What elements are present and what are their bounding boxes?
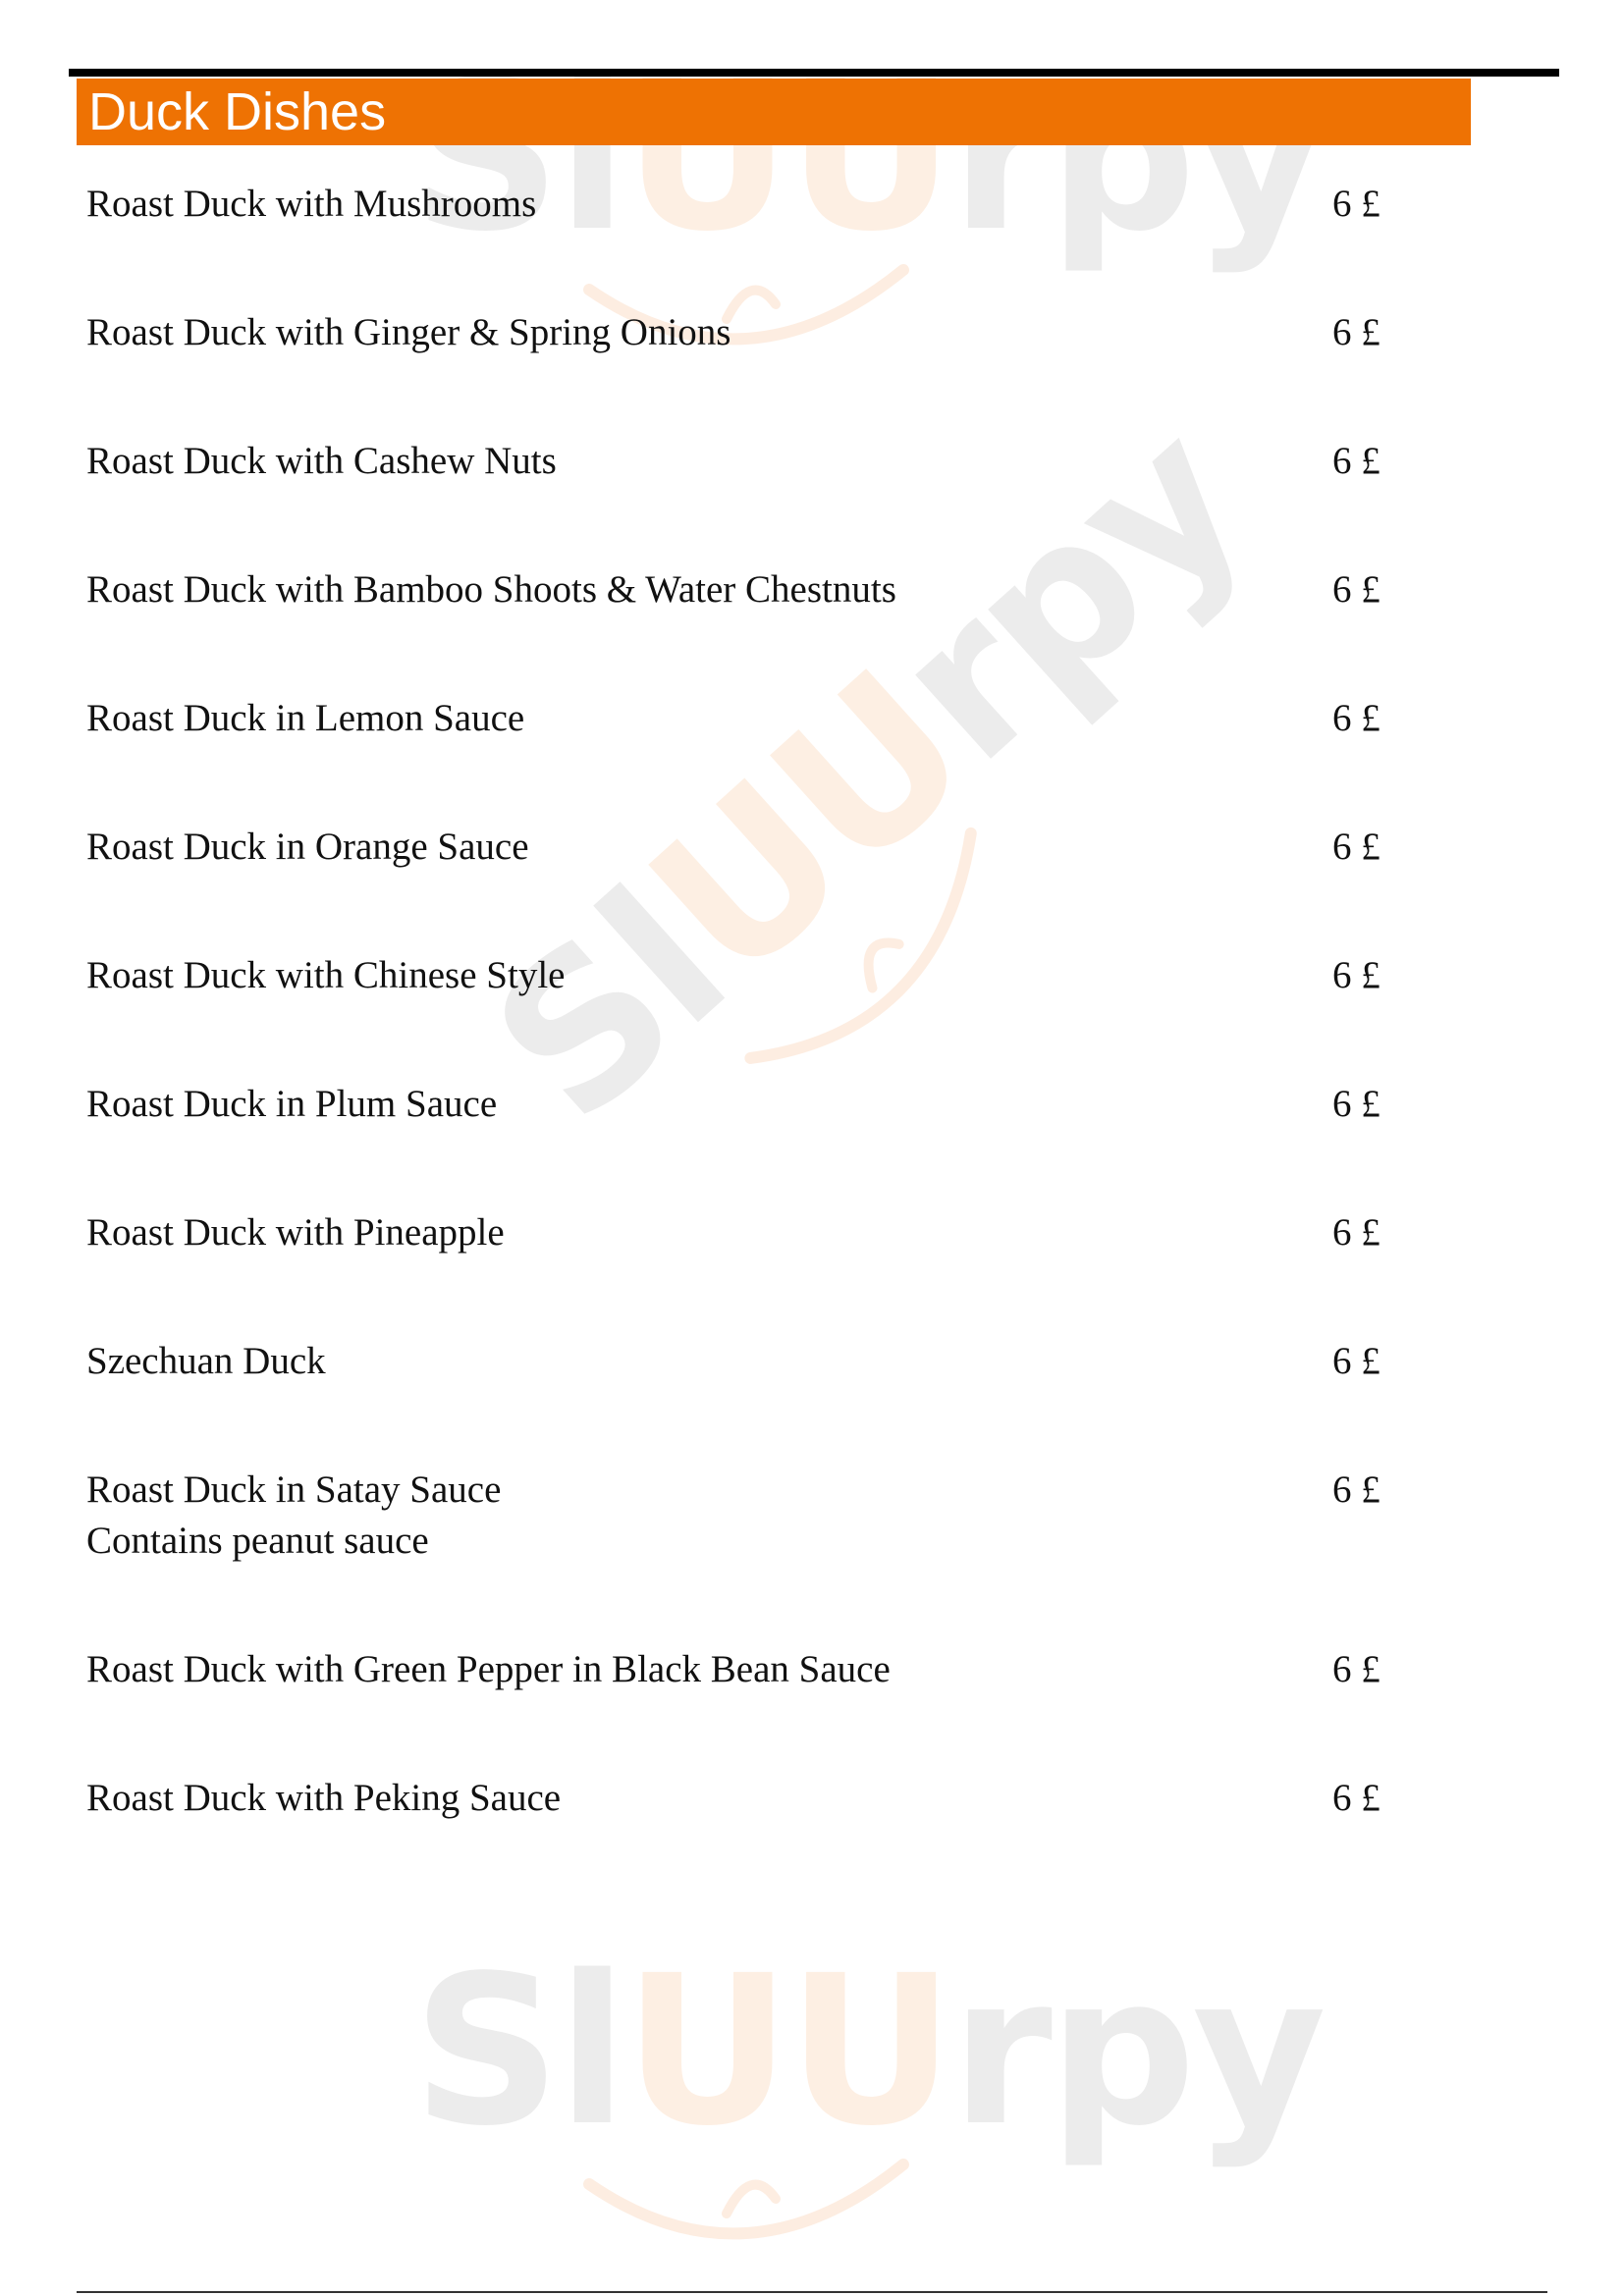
menu-item-name: Roast Duck in Satay Sauce (86, 1468, 502, 1511)
menu-item-note: Contains peanut sauce (86, 1520, 429, 1562)
menu-item-name: Roast Duck with Green Pepper in Black Bean Sauce (86, 1648, 891, 1690)
menu-item-name: Roast Duck with Bamboo Shoots & Water Chestnuts (86, 568, 896, 611)
menu-item-name: Roast Duck with Peking Sauce (86, 1777, 562, 1819)
watermark-text-left: Sl (412, 1931, 624, 2171)
menu-item-price: 6 £ (1332, 440, 1380, 482)
section-title: Duck Dishes (88, 82, 387, 141)
menu-item-price: 6 £ (1332, 183, 1380, 225)
watermark-text-right: rpy (950, 1931, 1324, 2171)
watermark-text-left: Sl (412, 36, 624, 277)
menu-item-price: 6 £ (1332, 568, 1380, 611)
menu-item-name: Szechuan Duck (86, 1340, 326, 1382)
watermark-text-right: rpy (849, 379, 1287, 807)
menu-item-name: Roast Duck with Cashew Nuts (86, 440, 557, 482)
watermark-text-left: Sl (449, 846, 768, 1167)
menu-item-name: Roast Duck in Lemon Sauce (86, 697, 525, 739)
watermark-text-right: rpy (950, 36, 1324, 277)
menu-item-name: Roast Duck with Chinese Style (86, 954, 566, 996)
menu-item-price: 6 £ (1332, 311, 1380, 353)
menu-item-name: Roast Duck with Mushrooms (86, 183, 537, 225)
menu-item-price: 6 £ (1332, 826, 1380, 868)
menu-item-price: 6 £ (1332, 1340, 1380, 1382)
menu-item-name: Roast Duck in Orange Sauce (86, 826, 529, 868)
menu-item-name: Roast Duck in Plum Sauce (86, 1083, 498, 1125)
menu-item-price: 6 £ (1332, 1777, 1380, 1819)
menu-item-price: 6 £ (1332, 1468, 1380, 1511)
menu-item-price: 6 £ (1332, 1648, 1380, 1690)
menu-item-price: 6 £ (1332, 954, 1380, 996)
bottom-divider (77, 2291, 1547, 2293)
watermark-text-mid: UU (606, 627, 1011, 1026)
menu-item-price: 6 £ (1332, 1211, 1380, 1254)
menu-item-price: 6 £ (1332, 1083, 1380, 1125)
menu-item-name: Roast Duck with Pineapple (86, 1211, 505, 1254)
watermark-text-mid: UU (623, 1931, 951, 2171)
menu-item-name: Roast Duck with Ginger & Spring Onions (86, 311, 731, 353)
menu-item-price: 6 £ (1332, 697, 1380, 739)
watermark-text-mid: UU (623, 36, 951, 277)
